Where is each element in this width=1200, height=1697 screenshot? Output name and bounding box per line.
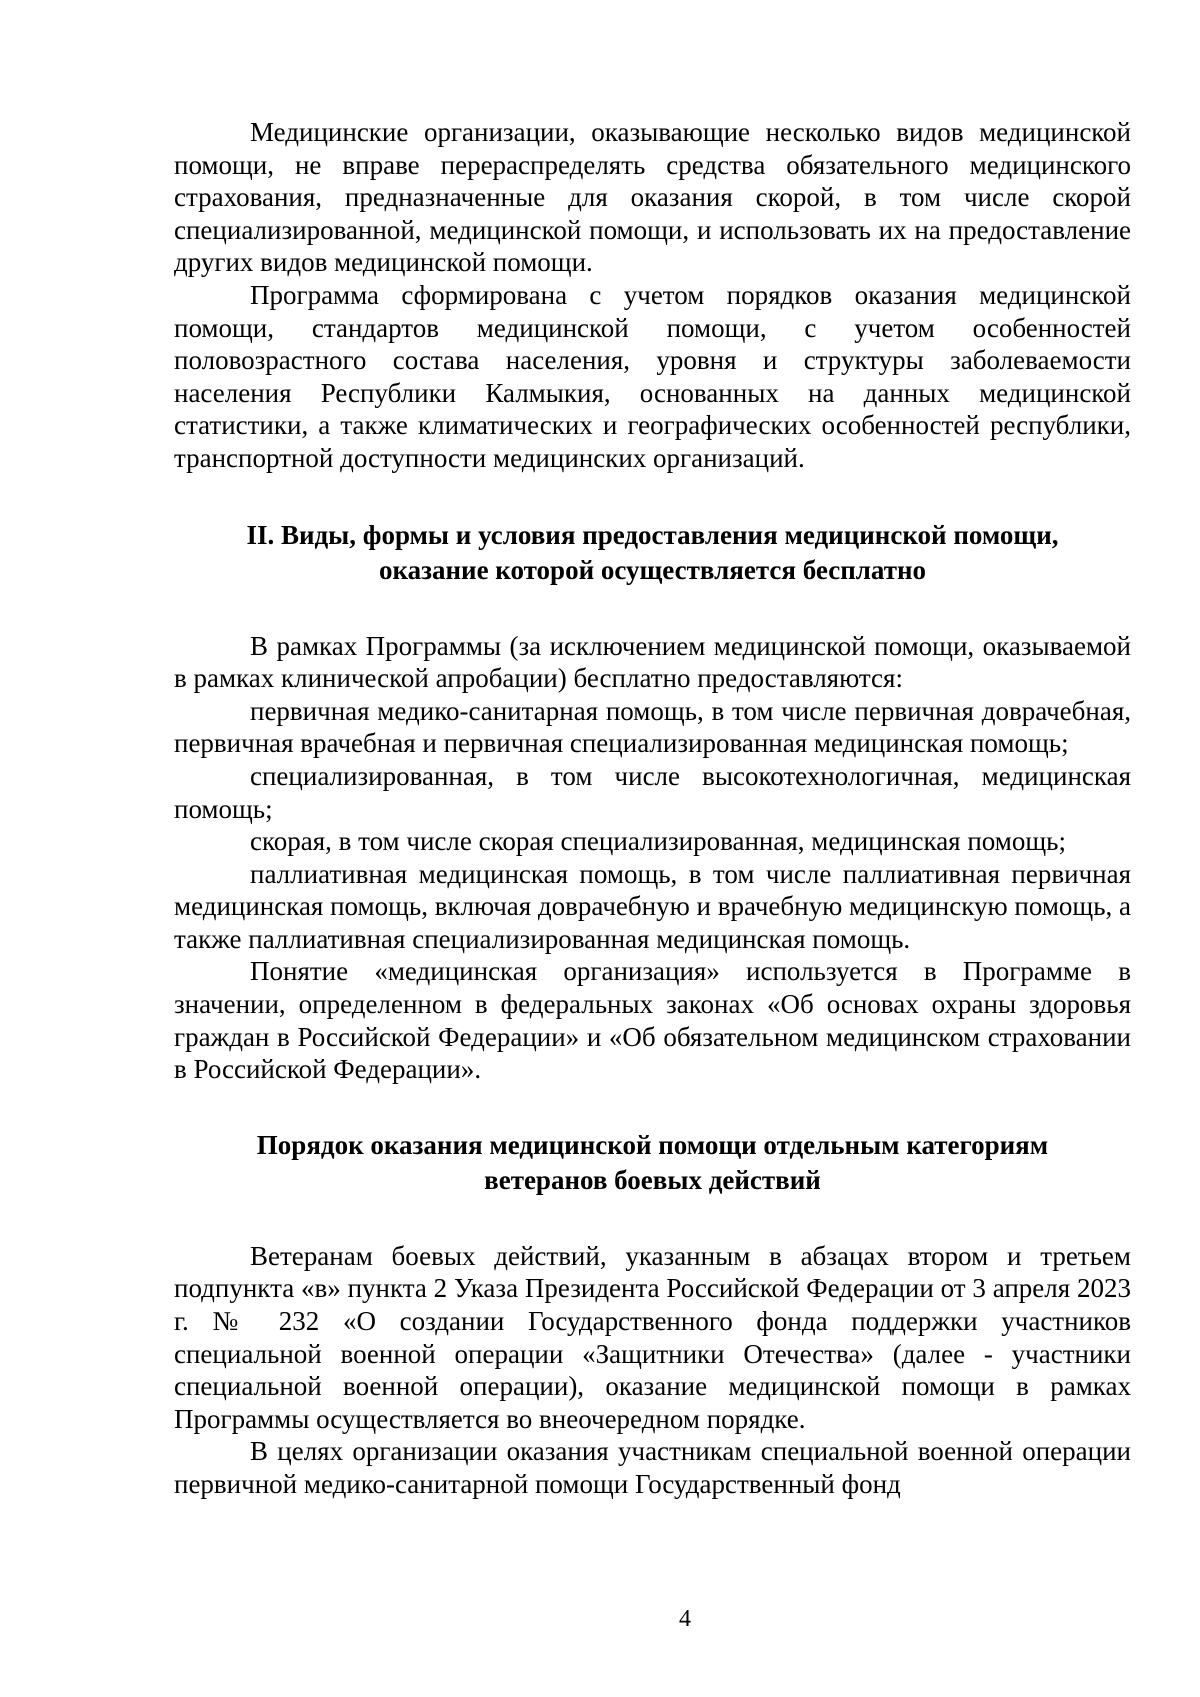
paragraph-primary-care: первичная медико-санитарная помощь, в том числе первичная доврачебная, первичная врачебная и первичная специализированная медицинская помощь; [174, 695, 1131, 759]
section-heading-line: Порядок оказания медицинской помощи отдельным категориям [256, 1129, 1049, 1160]
paragraph-medical-organization-definition: Понятие «медицинская организация» используется в Программе в значении, определенном в федеральных законах «Об основах охраны здоровья граждан в Российской Федерации» и «Об обязательном медицинском страховании в Российской Федерации». [174, 956, 1131, 1085]
page-number: 4 [679, 1606, 691, 1632]
paragraph-funds-redistribution: Медицинские организации, оказывающие несколько видов медицинской помощи, не вправе перераспределять средства обязательного медицинского страхования, предназначенные для оказания скорой, в том числе скорой специализированной, медицинской помощи, и использовать их на предоставление других видов медицинской помощи. [174, 117, 1131, 278]
section-heading-veterans [174, 1128, 1131, 1198]
paragraph-veterans-priority: Ветеранам боевых действий, указанным в абзацах втором и третьем подпункта «в» пункта 2 Указа Президента Российской Федерации от 3 апреля 2023 г. № 232 «О создании Государственного фонда поддержки участников специальной военной операции «Защитники Отечества» (далее - участники специальной военной операции), оказание медицинской помощи в рамках Программы осуществляется во внеочередном порядке. [174, 1240, 1131, 1434]
section-heading-line: II. Виды, формы и условия предоставления медицинской помощи, [246, 519, 1059, 550]
section-heading-types-of-care [174, 518, 1131, 588]
paragraph-emergency-care: скорая, в том числе скорая специализированная, медицинская помощь; [250, 826, 1066, 857]
paragraph-palliative-care: паллиативная медицинская помощь, в том числе паллиативная первичная медицинская помощь, включая доврачебную и врачебную медицинскую помощь, а также паллиативная специализированная медицинская помощь. [174, 858, 1132, 954]
document-body [174, 116, 1131, 1501]
paragraph-svo-participants-care: В целях организации оказания участникам специальной военной операции первичной медико-санитарной помощи Государственный фонд [174, 1436, 1131, 1499]
section-heading-line: оказание которой осуществляется бесплатно [378, 554, 927, 585]
paragraph-specialized-care: специализированная, в том числе высокотехнологичная, медицинская помощь; [174, 760, 1131, 824]
paragraph-program-formation: Программа сформирована с учетом порядков оказания медицинской помощи, стандартов медицинской помощи, с учетом особенностей половозрастного состава населения, уровня и структуры заболеваемости населения Республики Калмыкия, основанных на данных медицинской статистики, а также климатических и географических особенностей республики, транспортной доступности медицинских организаций. [174, 279, 1131, 473]
paragraph-free-care-intro: В рамках Программы (за исключением медицинской помощи, оказываемой в рамках клинической апробации) бесплатно предоставляются: [174, 630, 1131, 694]
section-heading-line: ветеранов боевых действий [484, 1164, 821, 1195]
